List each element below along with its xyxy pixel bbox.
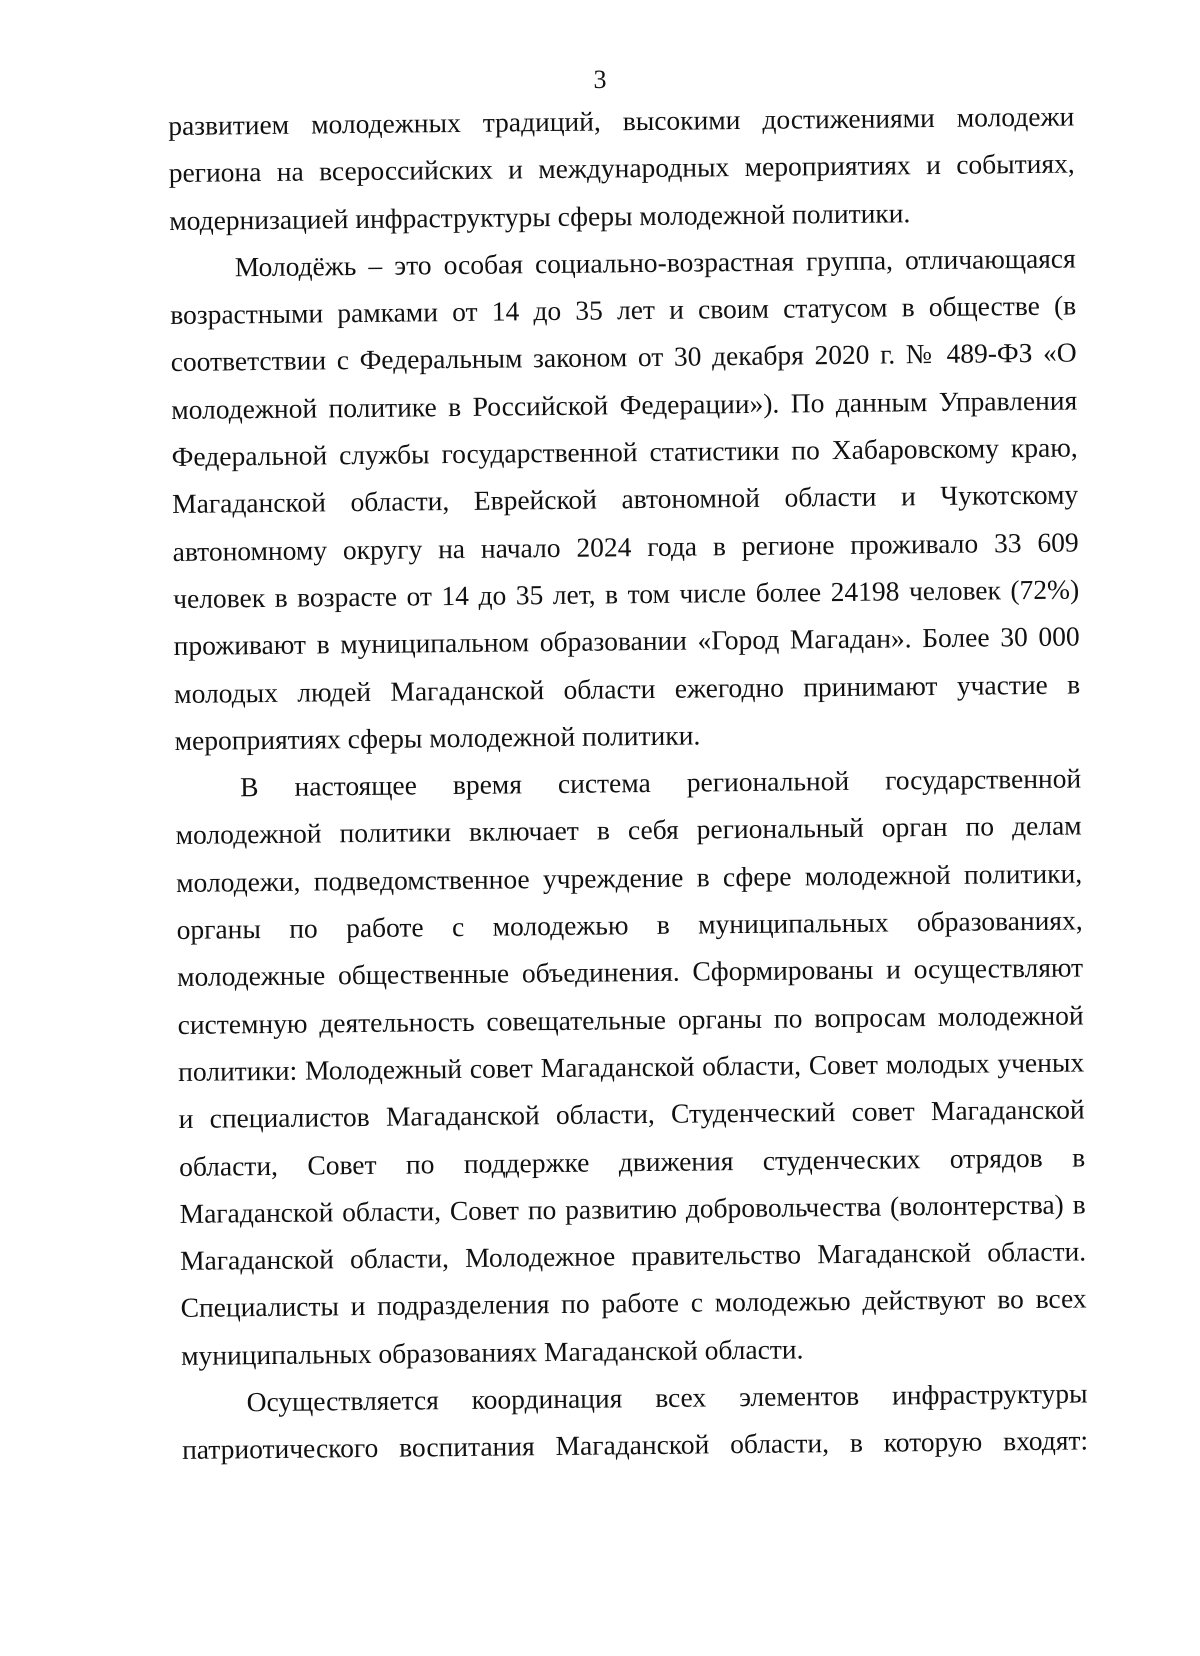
paragraph-youth-definition: Молодёжь – это особая социально-возрастная группа, отличающаяся возрастными рамками от 14 до 35 лет и своим статусом в обществе (в соответствии с Федеральным законом от 30 декабря 2020 г. № 489-ФЗ «О молодежной политике в Российской Федерации»). По данным Управления Федеральной службы государственной статистики по Хабаровскому краю, Магаданской области, Еврейской автономной области и Чукотскому автономному округу на начало 2024 года в регионе проживало 33 609 человек в возрасте от 14 до 35 лет, в том числе более 24198 человек (72%) проживают в муниципальном образовании «Город Магадан». Более 30 000 молодых людей Магаданской области ежегодно принимают участие в мероприятиях сферы молодежной политики. [170, 242, 1081, 756]
page-number: 3 [593, 65, 607, 94]
paragraph-patriotic-infrastructure: Осуществляется координация всех элементов инфраструктуры патриотического воспитания Магаданской области, в которую входят: [181, 1377, 1089, 1466]
paragraph-continuation: развитием молодежных традиций, высокими достижениями молодежи региона на всероссийских и международных мероприятиях и событиях, модернизацией инфраструктуры сферы молодежной политики. [168, 100, 1075, 236]
paragraph-youth-policy-system: В настоящее время система региональной государственной молодежной политики включает в себя региональный орган по делам молодежи, подведомственное учреждение в сфере молодежной политики, органы по работе с молодежью в муниципальных образованиях, молодежные общественные объединения. Сформированы и осуществляют системную деятельность совещательные органы по вопросам молодежной политики: Молодежный совет Магаданской области, Совет молодых ученых и специалистов Магаданской области, Студенческий совет Магаданской области, Совет по поддержке движения студенческих отрядов в Магаданской области, Совет по развитию добровольчества (волонтерства) в Магаданской области, Молодежное правительство Магаданской области. Специалисты и подразделения по работе с молодежью действуют во всех муниципальных образованиях Магаданской области. [175, 762, 1087, 1371]
document-body [168, 93, 1088, 1474]
